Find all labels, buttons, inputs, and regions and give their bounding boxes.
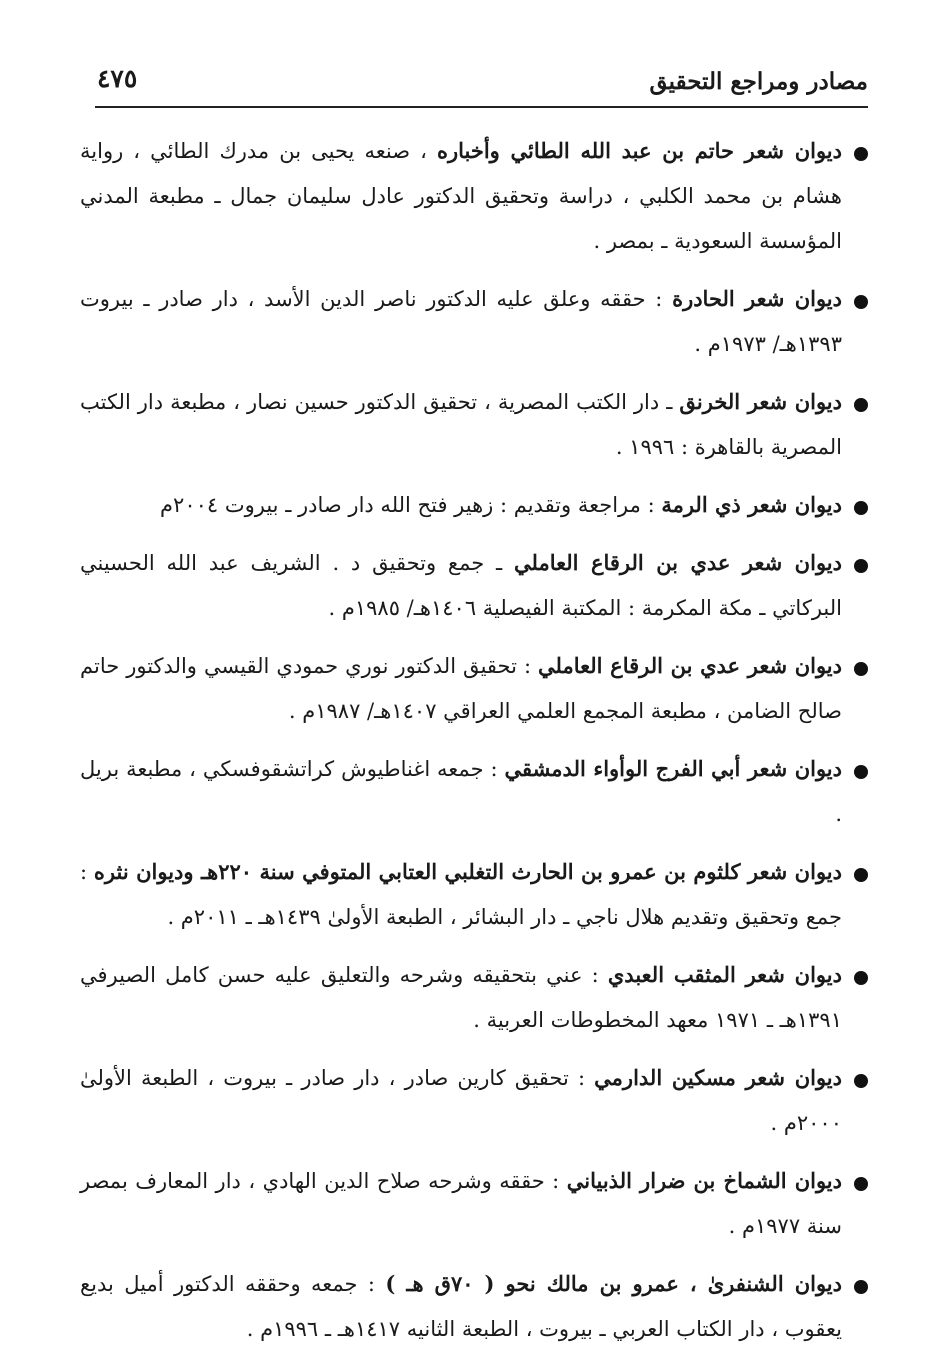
bibliography-entry <box>80 379 868 470</box>
entry-title: ديوان شعر حاتم بن عبد الله الطائي وأخباره <box>436 138 843 163</box>
bibliography-entry <box>80 1261 868 1352</box>
bibliography-entry <box>80 1158 868 1249</box>
entry-details: : جمعه اغناطيوش كراتشقوفسكي ، مطبعة بريل . <box>80 757 842 826</box>
entry-details: : جمعه وحققه الدكتور أميل بديع يعقوب ، دار الكتاب العربي ـ بيروت ، الطبعة الثانيه ١٤١٧هـ ـ ١٩٩٦م . <box>80 1272 842 1341</box>
bullet-icon <box>854 295 868 309</box>
bibliography-list <box>80 128 868 1352</box>
bibliography-entry <box>80 952 868 1043</box>
bullet-icon <box>854 1074 868 1088</box>
bibliography-entry <box>80 540 868 631</box>
bullet-icon <box>854 765 868 779</box>
bullet-icon <box>854 971 868 985</box>
entry-details: : حققه وشرحه صلاح الدين الهادي ، دار المعارف بمصر سنة ١٩٧٧م . <box>80 1169 842 1238</box>
bibliography-entry <box>80 276 868 367</box>
entry-title: ديوان شعر ذي الرمة <box>661 492 842 517</box>
bullet-icon <box>854 501 868 515</box>
bullet-icon <box>854 662 868 676</box>
entry-title: ديوان شعر المثقب العبدي <box>607 962 842 987</box>
bullet-icon <box>854 868 868 882</box>
entry-details: ـ دار الكتب المصرية ، تحقيق الدكتور حسين نصار ، مطبعة دار الكتب المصرية بالقاهرة : ١٩٩٦ . <box>80 390 842 459</box>
page-number: ٤٧٥ <box>97 64 138 93</box>
header-rule <box>95 106 868 108</box>
bibliography-entry <box>80 643 868 734</box>
entry-title: ديوان شعر مسكين الدارمي <box>594 1065 842 1090</box>
entry-title: ديوان شعر الحادرة <box>672 286 842 311</box>
bibliography-entry <box>80 849 868 940</box>
bibliography-entry <box>80 1055 868 1146</box>
bullet-icon <box>854 1280 868 1294</box>
entry-details: ، صنعه يحيى بن مدرك الطائي ، رواية هشام بن محمد الكلبي ، دراسة وتحقيق الدكتور عادل سليمان جمال ـ مطبعة المدني المؤسسة السعودية ـ بمصر . <box>80 139 842 253</box>
entry-title: ديوان شعر عدي بن الرقاع العاملي <box>538 653 842 678</box>
entry-details: : عني بتحقيقه وشرحه والتعليق عليه حسن كامل الصيرفي ١٣٩١هـ ـ ١٩٧١ معهد المخطوطات العربية . <box>80 963 842 1032</box>
entry-details: : تحقيق الدكتور نوري حمودي القيسي والدكتور حاتم صالح الضامن ، مطبعة المجمع العلمي العراقي ١٤٠٧هـ/ ١٩٨٧م . <box>80 654 842 723</box>
entry-title: ديوان شعر عدي بن الرقاع العاملي <box>514 550 842 575</box>
entry-title: ديوان شعر الخرنق <box>679 389 842 414</box>
bibliography-entry <box>80 746 868 837</box>
entry-title: ديوان شعر كلثوم بن عمرو بن الحارث التغلبي العتابي المتوفي سنة ٢٢٠هـ وديوان نثره <box>93 859 842 884</box>
bibliography-entry <box>80 128 868 264</box>
entry-details: : تحقيق كارين صادر ، دار صادر ـ بيروت ، الطبعة الأولىٰ ٢٠٠٠م . <box>80 1066 842 1135</box>
bullet-icon <box>854 1177 868 1191</box>
entry-details: : مراجعة وتقديم : زهير فتح الله دار صادر ـ بيروت ٢٠٠٤م <box>160 493 655 517</box>
entry-details: : جمع وتحقيق وتقديم هلال ناجي ـ دار البشائر ، الطبعة الأولىٰ ١٤٣٩هـ ـ ٢٠١١م . <box>80 860 842 929</box>
bibliography-entry <box>80 482 868 528</box>
entry-title: ديوان الشماخ بن ضرار الذبياني <box>566 1168 842 1193</box>
bullet-icon <box>854 398 868 412</box>
running-title: مصادر ومراجع التحقيق <box>649 68 868 95</box>
bullet-icon <box>854 147 868 161</box>
entry-title: ديوان شعر أبي الفرج الوأواء الدمشقي <box>504 756 843 781</box>
bullet-icon <box>854 559 868 573</box>
entry-details: ـ جمع وتحقيق د . الشريف عبد الله الحسيني البركاتي ـ مكة المكرمة : المكتبة الفيصلية ١٤٠٦هـ/ ١٩٨٥م . <box>80 551 842 620</box>
entry-details: : حققه وعلق عليه الدكتور ناصر الدين الأسد ، دار صادر ـ بيروت ١٣٩٣هـ/ ١٩٧٣م . <box>80 287 842 356</box>
page-header <box>95 60 868 104</box>
entry-title: ديوان الشنفرىٰ ، عمرو بن مالك نحو ( ٧٠ق هـ ) <box>385 1271 842 1296</box>
